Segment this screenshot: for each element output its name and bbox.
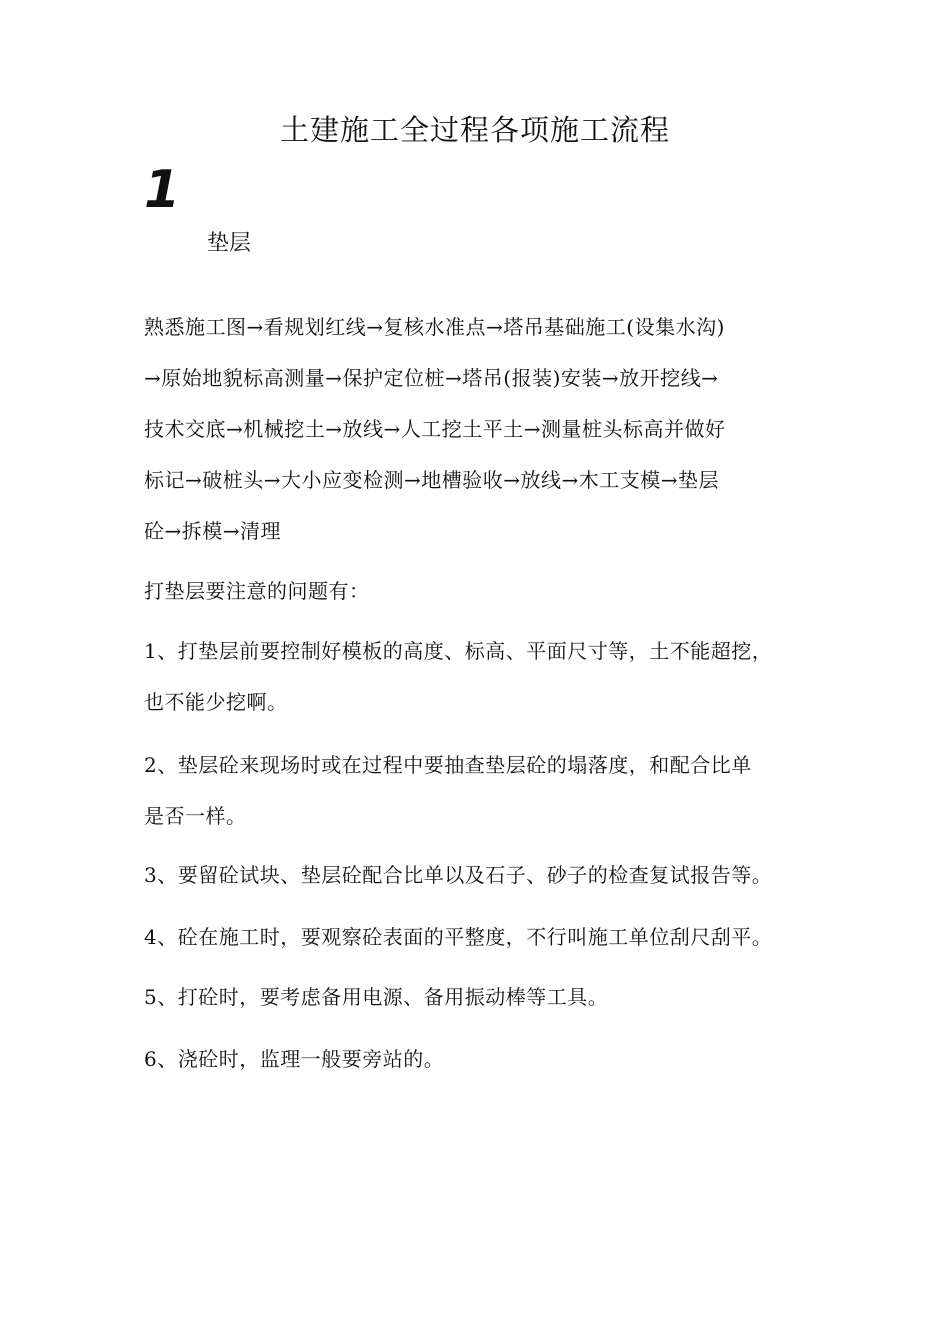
note-item	[144, 1034, 812, 1085]
flow-line: 砼→拆模→清理	[144, 519, 282, 543]
note-line: 2、垫层砼来现场时或在过程中要抽查垫层砼的塌落度，和配合比单	[144, 753, 752, 777]
note-item	[144, 972, 812, 1023]
note-line: 3、要留砼试块、垫层砼配合比单以及石子、砂子的检查复试报告等。	[144, 863, 773, 887]
note-line: 也不能少挖啊。	[144, 690, 288, 714]
note-line: 4、砼在施工时，要观察砼表面的平整度，不行叫施工单位刮尺刮平。	[144, 925, 773, 949]
note-item	[144, 740, 812, 842]
flow-line: 标记→破桩头→大小应变检测→地槽验收→放线→木工支模→垫层	[144, 468, 720, 492]
note-line: 6、浇砼时，监理一般要旁站的。	[144, 1047, 445, 1071]
flow-line: 技术交底→机械挖土→放线→人工挖土平土→测量桩头标高并做好	[144, 417, 726, 441]
notes-intro: 打垫层要注意的问题有：	[144, 579, 370, 603]
note-line: 是否一样。	[144, 804, 247, 828]
section-heading: 垫层	[207, 231, 252, 256]
note-item	[144, 912, 812, 963]
note-line: 1、打垫层前要控制好模板的高度、标高、平面尺寸等，土不能超挖，	[144, 639, 773, 663]
construction-flow-paragraph	[144, 302, 812, 557]
note-line: 5、打砼时，要考虑备用电源、备用振动棒等工具。	[144, 985, 609, 1009]
document-title: 土建施工全过程各项施工流程	[279, 113, 670, 147]
section-number: 1	[144, 160, 181, 220]
flow-line: 熟悉施工图→看规划红线→复核水准点→塔吊基础施工(设集水沟)	[144, 315, 725, 339]
note-item	[144, 626, 812, 728]
flow-line: →原始地貌标高测量→保护定位桩→塔吊(报装)安装→放开挖线→	[144, 366, 719, 390]
note-item	[144, 850, 812, 901]
